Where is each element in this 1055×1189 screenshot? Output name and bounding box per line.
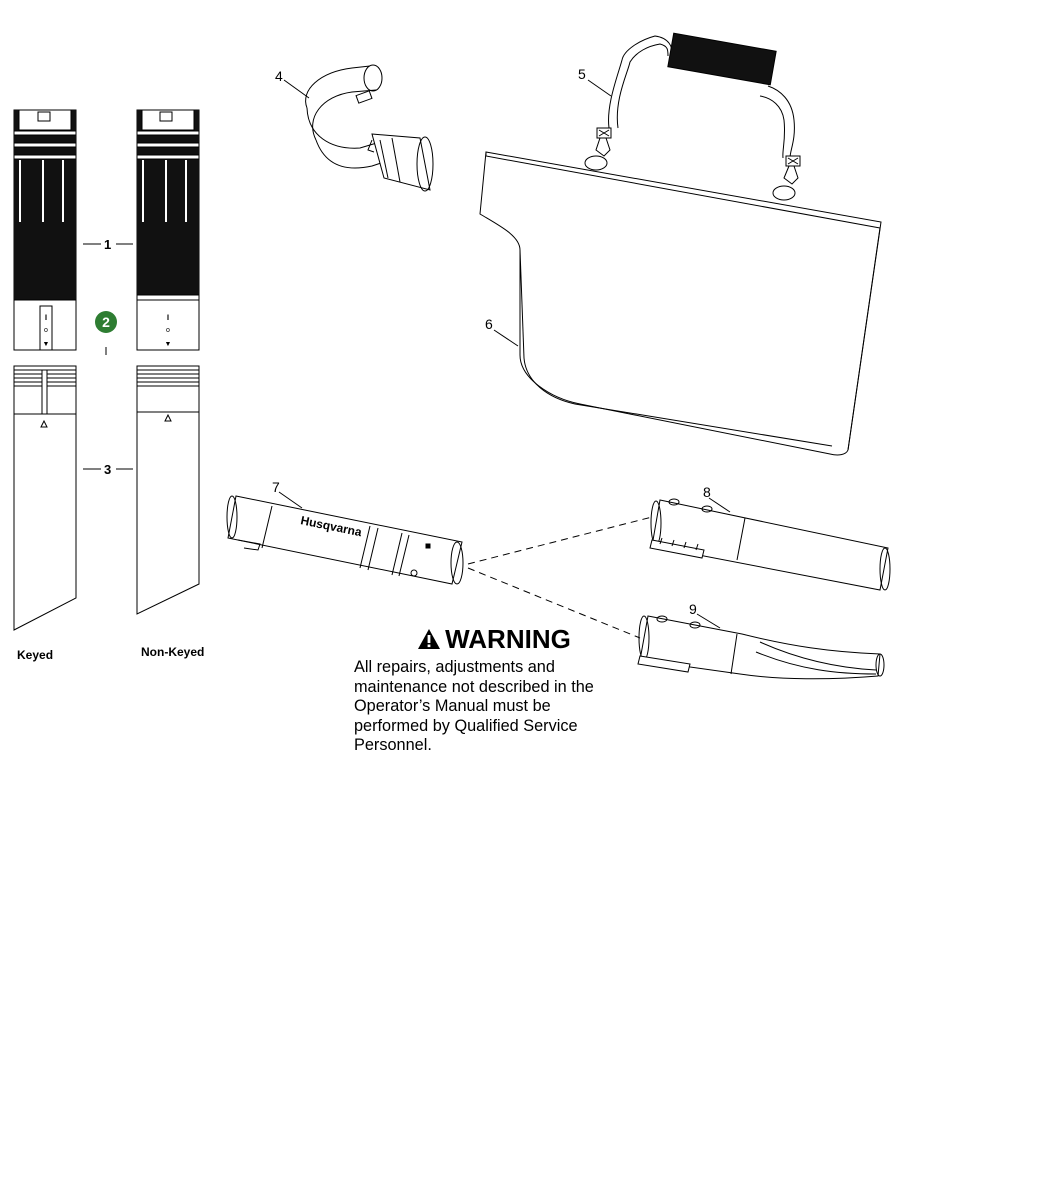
part-9-flat-nozzle <box>638 616 884 679</box>
part-3-nozzle-non-keyed <box>137 366 199 614</box>
part-1-tube-non-keyed <box>137 110 199 350</box>
warning-heading <box>354 624 624 656</box>
part-4-elbow <box>306 65 433 191</box>
label-keyed: Keyed <box>17 648 54 662</box>
callout-8: 8 <box>703 484 711 500</box>
callout-1: 1 <box>104 237 112 252</box>
callout-4: 4 <box>275 68 283 84</box>
part-1-tube-keyed <box>14 110 76 350</box>
svg-text:o: o <box>166 327 170 334</box>
callout-7: 7 <box>272 479 280 495</box>
part-6-collection-bag <box>480 152 881 455</box>
callout-6: 6 <box>485 316 493 332</box>
svg-text:o: o <box>44 327 48 334</box>
warning-title: WARNING <box>445 624 571 654</box>
brand-logo-text: Husqvarna <box>299 513 363 540</box>
callout-9: 9 <box>689 601 697 617</box>
warning-text: All repairs, adjustments and maintenance not described in the Operator’s Manual must be performed by Qualified Service Personnel. <box>354 658 594 755</box>
callout-5: 5 <box>578 66 586 82</box>
part-7-blower-tube <box>227 496 463 584</box>
svg-text:▼: ▼ <box>42 341 50 348</box>
svg-text:ǁ: ǁ <box>44 315 48 322</box>
label-non-keyed: Non-Keyed <box>141 645 205 659</box>
warning-triangle-icon <box>417 626 441 656</box>
callout-2: 2 <box>102 314 110 330</box>
part-3-nozzle-keyed <box>14 366 76 630</box>
callout-3: 3 <box>104 462 112 477</box>
warning-box <box>354 624 624 756</box>
svg-text:ǁ: ǁ <box>166 315 170 322</box>
svg-text:▼: ▼ <box>164 341 172 348</box>
part-8-round-nozzle <box>650 499 890 590</box>
